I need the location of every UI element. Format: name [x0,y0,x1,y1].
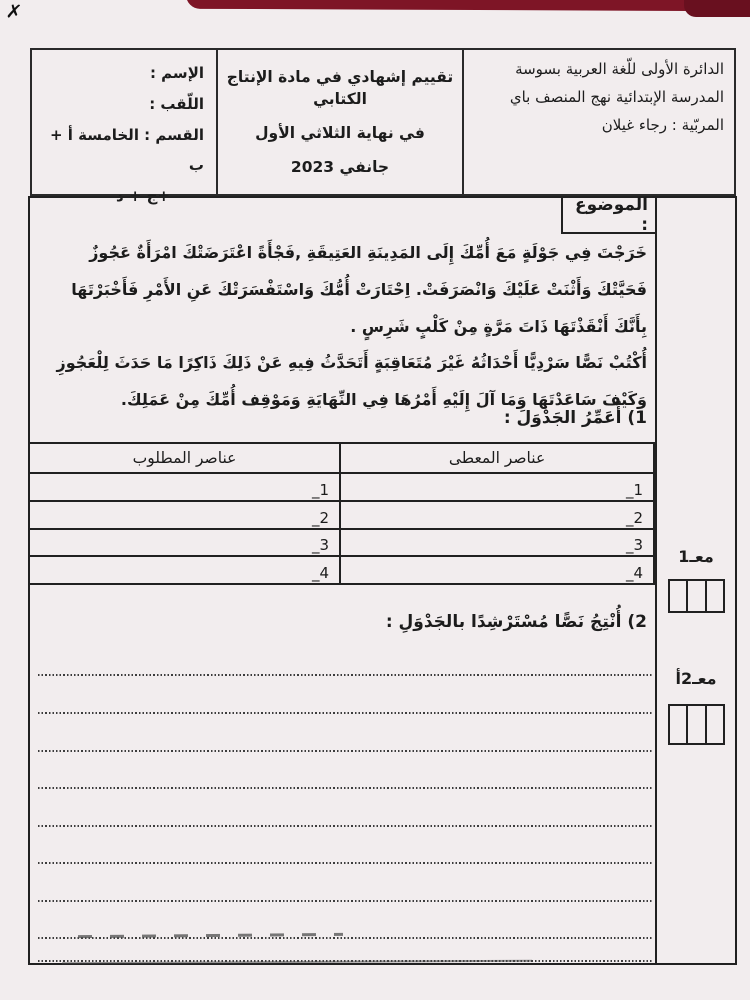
scan-red-edge-corner [684,0,750,17]
district-line: الدائرة الأولى للّغة العربية بسوسة [515,60,724,78]
header-table [30,48,736,205]
writing-line [38,674,652,676]
given-row-number: _1 [339,474,653,500]
task1-title: 1) أُعَمِّرُ الجَدْوَلَ : [503,408,647,428]
table-row [30,530,653,558]
grade-box-1 [668,579,725,613]
required-row-number: _4 [311,564,330,582]
col-header-required: عناصر المطلوب [132,449,237,467]
given-row-number: _2 [339,502,653,528]
name-field-label: الإسم : [149,64,204,82]
grade-cell [707,581,723,611]
grade-cell [670,706,688,743]
grade-cell [707,706,723,743]
grade-cell [670,581,688,611]
exam-term: في نهاية الثلاثي الأول [255,124,425,142]
grade-box-2 [668,704,725,745]
table-row [30,474,653,502]
table-row [30,502,653,530]
table-row [30,557,653,583]
given-row-number: _4 [339,557,653,583]
school-line: المدرسة الإبتدائية نهج المنصف باي [509,87,724,106]
criterion-1-label: معـ1 [678,547,714,566]
exam-title: تقييم إشهادي في مادة الإنتاج الكتابي [226,67,454,108]
writing-line [38,825,652,827]
student-info-cell [32,50,216,205]
required-row-number: _3 [311,536,330,555]
elements-table [30,442,655,585]
exam-info-cell [216,50,462,194]
given-row-number: _3 [339,530,653,556]
x-mark: ✗ [4,0,24,24]
subject-situation-text: خَرَجْتَ فِي جَوْلَةٍ مَعَ أُمِّكَ إِلَى المَدِينَةِ العَتِيقَةِ ,فَجْأَةً اعْتَرَضَتْكَ امْرَأَةٌ عَجُوزٌ فَحَيَّتْكَ وَأَثْنَتْ عَلَيْكَ وَانْصَرَفَتْ. اِحْتَارَتْ أُمُّكَ وَاسْتَفْسَرَتْكَ عَنِ الأَمْرِ فَأَخْبَرْتَهَا بِأَنَّكَ أَنْقَذْتَهَا ذَاتَ مَرَّةٍ مِنْ كَلْبٍ شَرِسٍ . [71,243,647,336]
table-header-row [30,444,653,474]
school-info-cell [462,50,734,194]
writing-line [38,862,652,864]
main-content-frame [28,196,737,965]
exam-date: جانفي 2023 [290,158,390,176]
grade-cell [688,581,706,611]
required-row-number: _1 [311,480,330,499]
class-field-label-cont: +ج + د [115,187,171,205]
task2-title: 2) أُنْتِجُ نَصًّا مُسْتَرْشِدًا بالجَدْوَلِ : [385,612,647,632]
subject-instruction-text: أُكْتُبْ نَصًّا سَرْدِيًّا أَحْدَاثُهُ غَيْرَ مُتَعَاقِبَةٍ أَتَحَدَّثُ فِيهِ عَنْ ذَلِكَ ذَاكِرًا مَا حَدَثَ لِلْعَجُوزِ وَكَيْفَ سَاعَدْتَهَا وَمَا آلَ إِلَيْهِ أَمْرُهَا فِي النِّهَايَةِ وَمَوْقِف أُمِّكَ مِنْ عَمَلِكَ. [56,353,647,409]
grading-margin [655,198,735,963]
writing-line [38,787,652,789]
teacher-line: المربّية : رجاء غيلان [601,115,724,134]
criterion-2-label: معـ2أ [675,669,717,688]
class-field-label: القسم : الخامسة أ + ب [49,125,204,175]
subject-heading: الموضوع : [561,198,655,234]
scan-red-edge [186,0,750,11]
col-header-given: عناصر المعطى [339,444,653,472]
writing-line [38,900,652,902]
grade-cell [688,706,706,743]
writing-line [38,712,652,714]
required-row-number: _2 [311,508,330,527]
writing-line [38,750,652,752]
surname-field-label: اللّقب : [149,94,204,113]
